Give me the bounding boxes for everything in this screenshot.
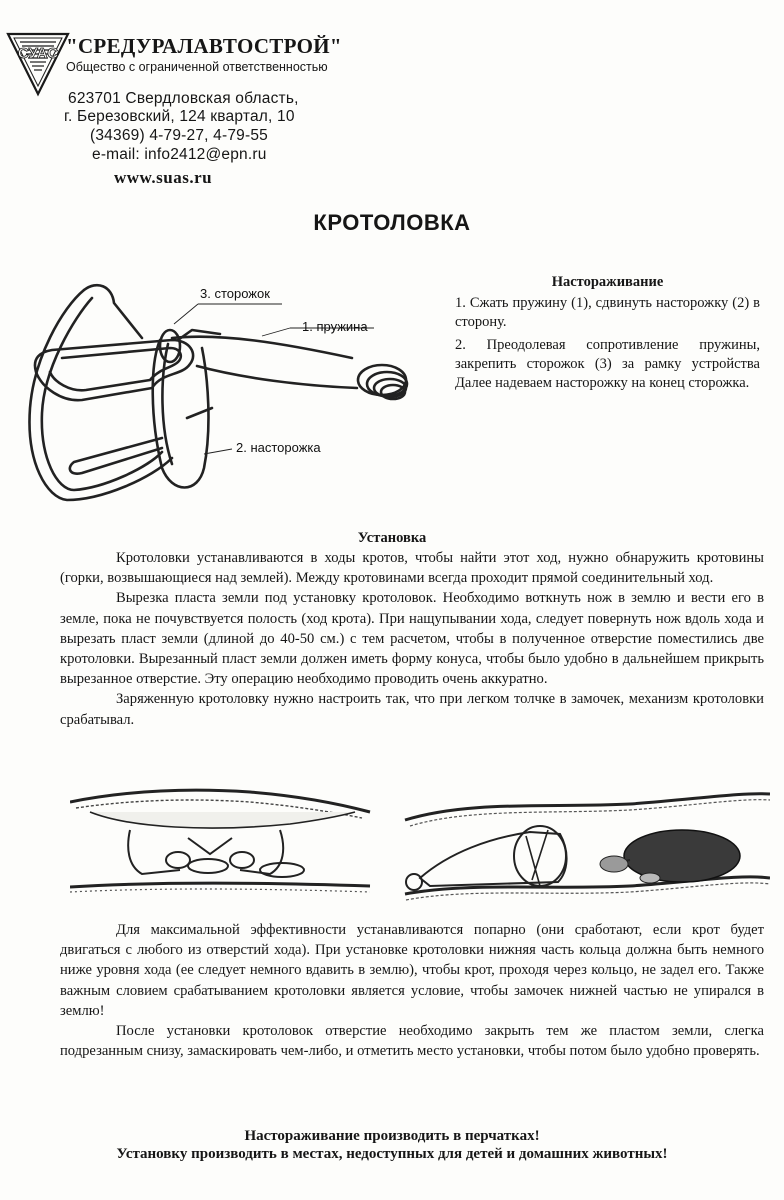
gloves-warning: Настораживание производить в перчатках! <box>244 1128 540 1144</box>
company-logo <box>6 28 70 98</box>
installation-paragraph-3: Заряженную кротоловку нужно настроить так, что при легком толчке в замочек, механизм кротоловки срабатывал. <box>60 691 764 728</box>
mole-burrow-illustration <box>405 794 770 900</box>
label-spring: 1. пружина <box>302 319 368 334</box>
installation-heading: Установка <box>357 530 427 546</box>
mole-trap-diagram <box>22 268 442 524</box>
email: e-mail: info2412@epn.ru <box>92 146 267 163</box>
installation-paragraph-1: Кротоловки устанавливаются в ходы кротов, чтобы найти этот ход, нужно обнаружить кротовины (горки, возвышающиеся над землей). Между кротовинами всегда проходит прямой соединительный ход. <box>60 550 764 587</box>
settings-step-2: 2. Преодолевая сопротивление пружины, закрепить сторожок (3) за рамку устройства Далее надеваем насторожку на конец сторожка. <box>455 337 760 391</box>
page-title: КРОТОЛОВКА <box>313 210 471 235</box>
final-paragraph-2: После установки кротоловок отверстие необходимо закрыть тем же пластом земли, слегка подрезанным снизу, замаскировать чем-либо, и отметить место установки, чтобы потом было удобно проверять. <box>60 1023 764 1060</box>
final-instructions <box>60 920 764 1061</box>
installation-text <box>60 548 764 730</box>
final-paragraph-1: Для максимальной эффективности устанавливаются попарно (они сработают, если крот будет двигаться с любого из отверстий хода). При установке кротоловки нижняя часть кольца должна быть немного ниже уровня хода (ее следует немного вдавить в землю), чтобы крот, проходя через кольцо, не задел его. Также важным словием срабатыванием кротоловки является условие, чтобы замочек нижней частью не упирался в землю! <box>60 922 764 1019</box>
settings-heading: Настораживание <box>551 274 664 290</box>
label-trigger: 2. насторожка <box>236 440 321 455</box>
safety-warning: Установку производить в местах, недоступных для детей и домашних животных! <box>116 1146 668 1162</box>
address-line-2: г. Березовский, 124 квартал, 10 <box>64 108 295 125</box>
address-line-1: 623701 Свердловская область, <box>68 90 299 107</box>
label-guard: 3. сторожок <box>200 286 270 301</box>
website-link[interactable]: www.suas.ru <box>114 168 213 187</box>
logo-text: СУАС <box>17 45 59 62</box>
phone: (34369) 4-79-27, 4-79-55 <box>90 127 268 144</box>
installation-illustrations <box>70 782 770 904</box>
burrow-section-illustration <box>70 790 370 892</box>
installation-paragraph-2: Вырезка пласта земли под установку кротоловок. Необходимо воткнуть нож в землю и вести его в земле, пока не почувствуется полость (ход крота). При нащупывании хода, следует повернуть нож вдоль хода и вырезать пласт земли (длиной до 40-50 см.) с тем расчетом, чтобы в полученное отверстие поместились две кротоловки. Вырезанный пласт земли должен иметь форму конуса, чтобы было удобно в дальнейшем прикрыть вырезанное отверстие. Эту операцию необходимо проводить очень аккуратно. <box>60 590 764 688</box>
company-type: Общество с ограниченной ответственностью <box>66 60 328 74</box>
company-name: "СРЕДУРАЛАВТОСТРОЙ" <box>66 34 342 58</box>
settings-steps <box>455 294 760 397</box>
settings-step-1: 1. Сжать пружину (1), сдвинуть насторожку (2) в сторону. <box>455 295 760 330</box>
